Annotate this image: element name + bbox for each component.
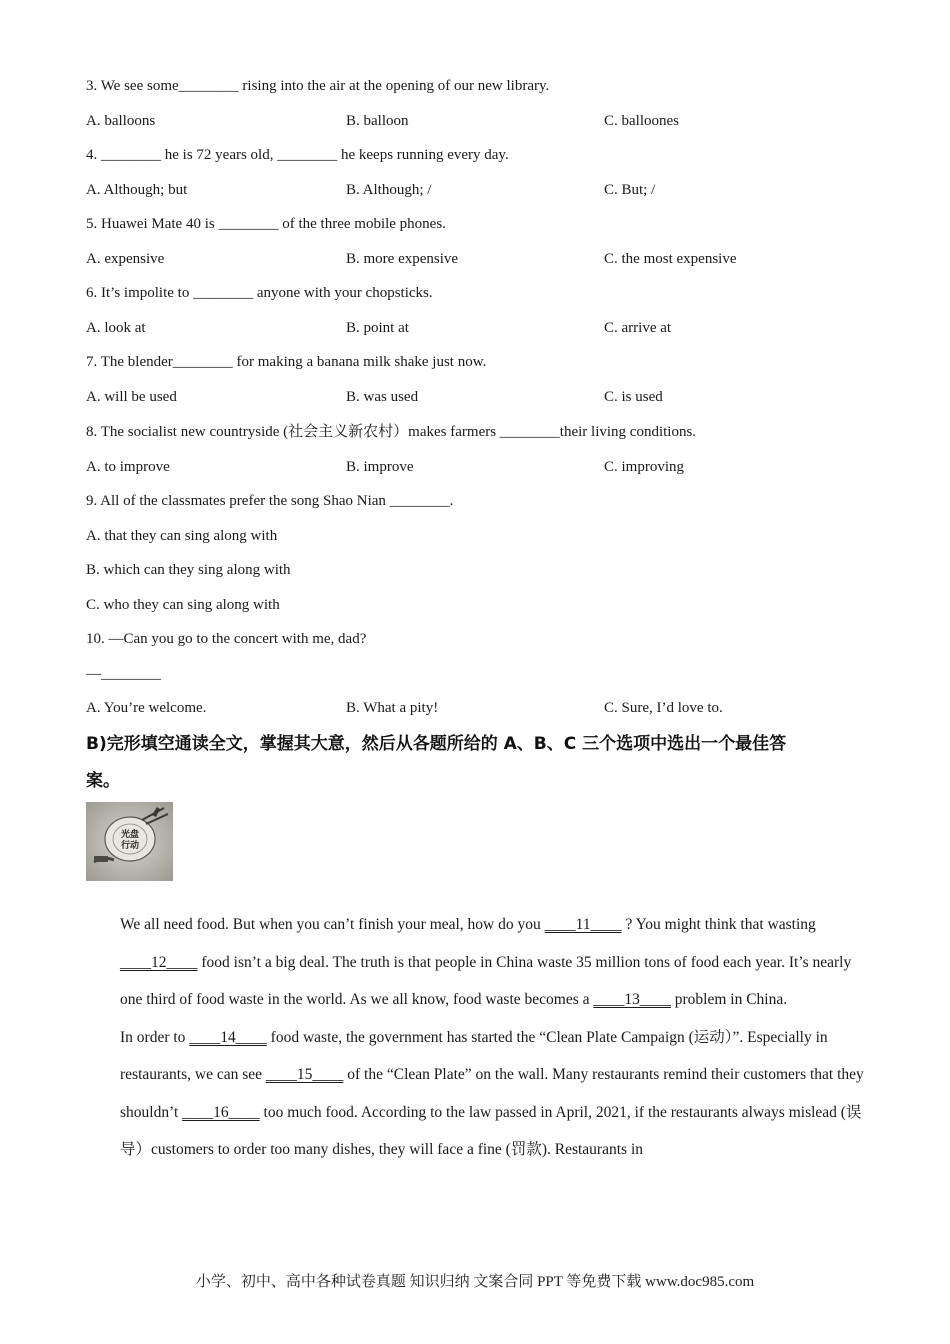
question-6-option-b: B. point at [346, 320, 409, 336]
question-5-option-a: A. expensive [86, 251, 165, 267]
question-3-option-b: B. balloon [346, 113, 409, 129]
passage-text: ? You might think that wasting [621, 916, 816, 933]
page-footer: 小学、初中、高中各种试卷真题 知识归纳 文案合同 PPT 等免费下载 www.doc985.com [195, 1274, 755, 1290]
question-8-option-b: B. improve [346, 459, 414, 475]
question-8-option-a: A. to improve [86, 459, 170, 475]
question-7-option-a: A. will be used [86, 389, 177, 405]
question-9-option-b: B. which can they sing along with [86, 562, 291, 578]
question-10-reply-blank: —________ [86, 666, 161, 682]
blank-12: ____12____ [120, 953, 198, 971]
question-10-option-a: A. You’re welcome. [86, 700, 207, 716]
blank-14: ____14____ [189, 1028, 267, 1046]
question-3-stem: 3. We see some________ rising into the air at the opening of our new library. [86, 78, 550, 94]
question-6-option-c: C. arrive at [604, 320, 672, 336]
blank-13: ____13____ [593, 991, 671, 1008]
question-4-option-a: A. Although; but [86, 182, 188, 198]
question-7-stem: 7. The blender________ for making a banana milk shake just now. [86, 354, 487, 370]
passage-paragraph-2 [86, 1019, 866, 1169]
image-caption-text: 光盘行动 [120, 830, 140, 851]
question-7-option-b: B. was used [346, 389, 419, 405]
question-7-option-c: C. is used [604, 389, 663, 405]
cloze-passage [86, 906, 866, 1169]
passage-text: In order to [120, 1028, 190, 1046]
section-b-heading-line1: B)完形填空通读全文，掌握其大意，然后从各题所给的 A、B、C 三个选项中选出一个最佳答 [86, 734, 787, 754]
passage-text: too much food. According to the law passed in April, 2021, if the restaurants always mislead (误导）customers to order too many dishes, they will face a fine (罚款). Restaurants in [120, 1103, 862, 1158]
question-8-option-c: C. improving [604, 459, 685, 475]
question-3-option-a: A. balloons [86, 113, 156, 129]
question-4-stem: 4. ________ he is 72 years old, ________ he keeps running every day. [86, 147, 509, 163]
question-6-stem: 6. It’s impolite to ________ anyone with your chopsticks. [86, 285, 433, 301]
section-b-heading-line2: 案。 [86, 771, 120, 791]
question-10-option-b: B. What a pity! [346, 700, 439, 716]
question-9-option-c: C. who they can sing along with [86, 597, 280, 613]
question-3-option-c: C. balloones [604, 113, 679, 129]
question-5-option-c: C. the most expensive [604, 251, 737, 267]
passage-text: food waste, the government has started the “Clean Plate Campaign (运动）”. Especially in restaurants, we can see [120, 1028, 828, 1083]
question-8-stem: 8. The socialist new countryside (社会主义新农村）makes farmers ________their living conditions. [86, 424, 697, 440]
question-5-stem: 5. Huawei Mate 40 is ________ of the three mobile phones. [86, 216, 446, 232]
question-9-option-a: A. that they can sing along with [86, 528, 278, 544]
clean-plate-campaign-image [86, 802, 173, 881]
question-9-stem: 9. All of the classmates prefer the song Shao Nian ________. [86, 493, 454, 509]
question-4-option-b: B. Although; / [346, 182, 432, 198]
question-4-option-c: C. But; / [604, 182, 656, 198]
passage-text: of the “Clean Plate” on the wall. Many restaurants remind their customers that they shouldn’t [120, 1066, 864, 1121]
question-10-stem: 10. —Can you go to the concert with me, dad? [86, 631, 367, 647]
passage-text: We all need food. But when you can’t finish your meal, how do you [120, 916, 545, 933]
question-6-option-a: A. look at [86, 320, 146, 336]
passage-text: food isn’t a big deal. The truth is that people in China waste 35 million tons of food each year. It’s nearly one third of food waste in the world. As we all know, food waste becomes a [120, 953, 852, 1008]
passage-paragraph-1 [86, 906, 866, 1019]
blank-15: ____15____ [265, 1066, 344, 1083]
blank-11: ____11____ [544, 916, 622, 933]
question-10-option-c: C. Sure, I’d love to. [604, 700, 723, 716]
passage-text: problem in China. [670, 991, 788, 1008]
blank-16: ____16____ [182, 1103, 260, 1121]
question-5-option-b: B. more expensive [346, 251, 459, 267]
